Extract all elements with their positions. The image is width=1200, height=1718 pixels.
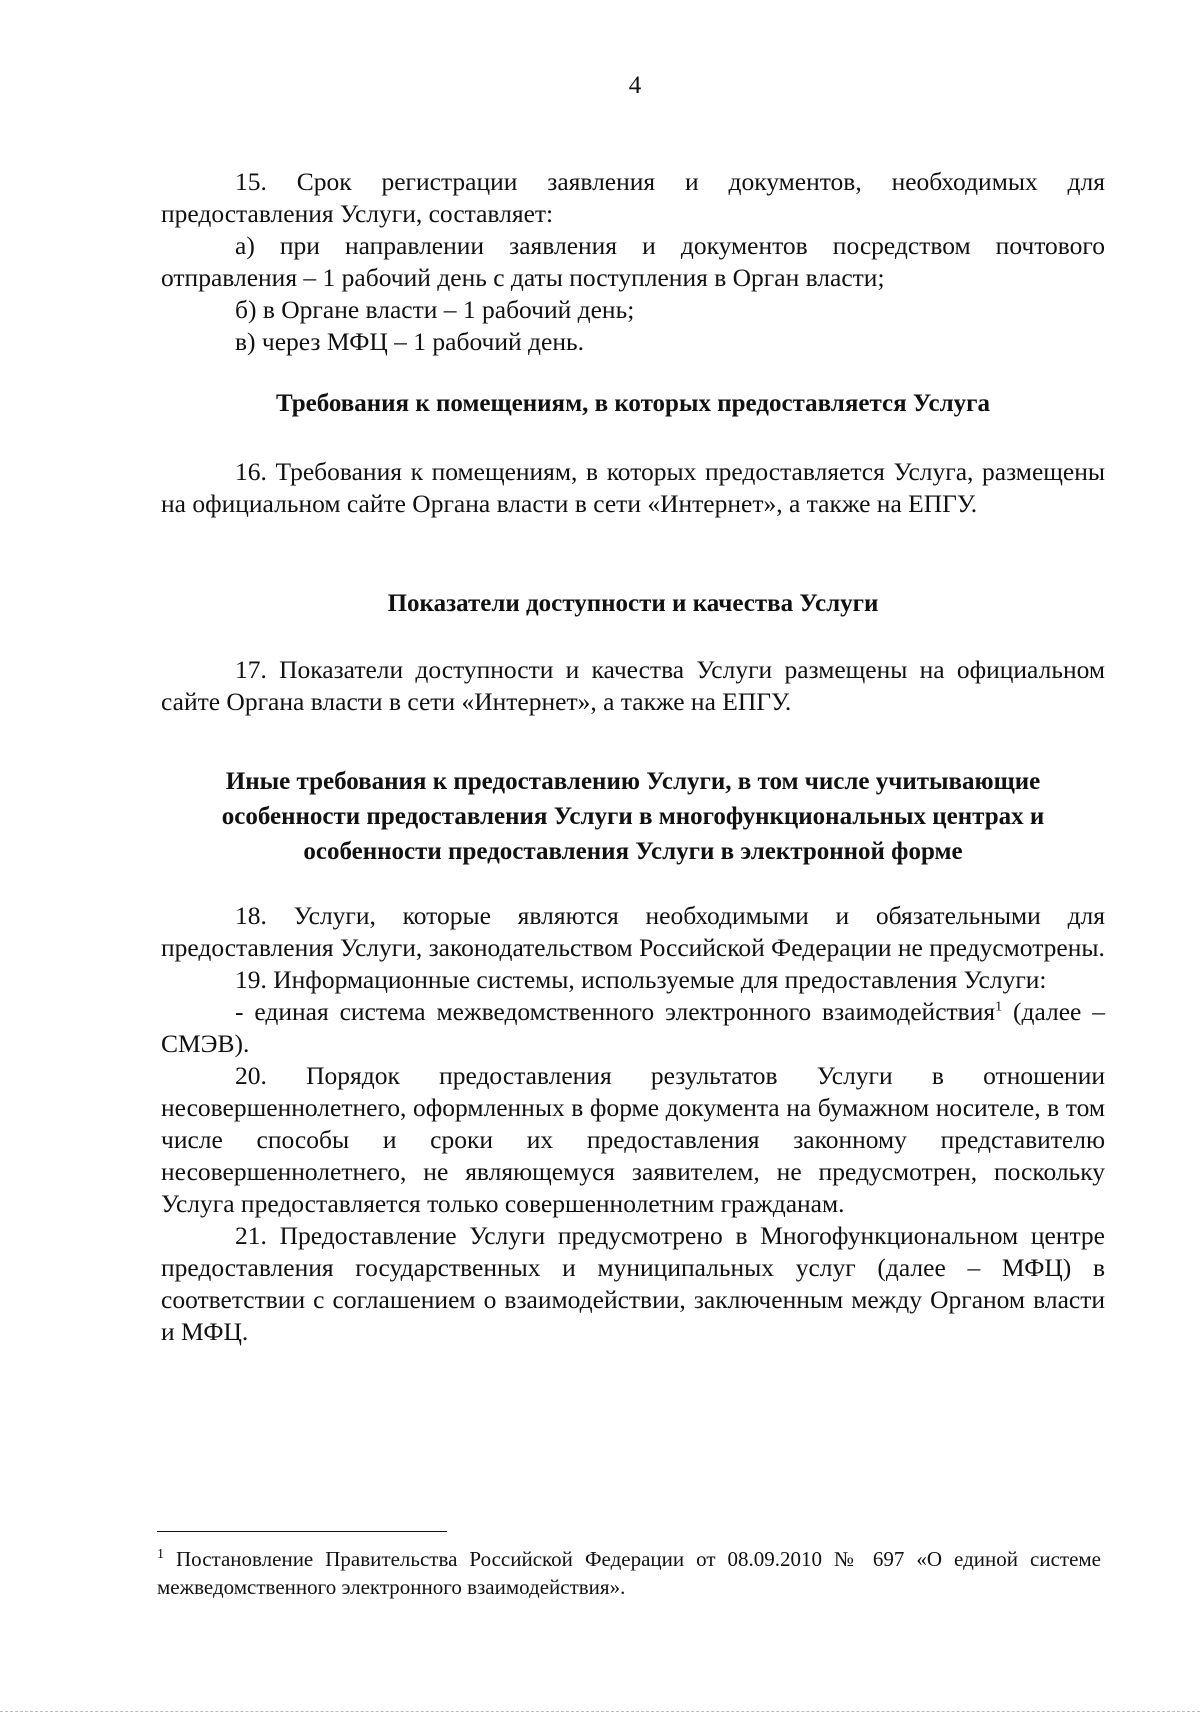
paragraph-19-item-tail: (далее – СМЭВ). (161, 997, 1106, 1058)
page-number: 4 (628, 72, 642, 99)
scan-edge-line (0, 1711, 1200, 1712)
paragraph-15-item-b: б) в Органе власти – 1 рабочий день; (235, 295, 635, 324)
heading-other-requirements: Иные требования к предоставлению Услуги, в том числе учитывающие особенности предоставления Услуги в многофункциональных центрах и особенности предоставления Услуги в электронной форме (221, 768, 1045, 865)
paragraph-19-item (161, 996, 1105, 1060)
paragraph-21: 21. Предоставление Услуги предусмотрено в Многофункциональном центре предоставления государственных и муниципальных услуг (далее – МФЦ) в соответствии с соглашением о взаимодействии, заключенным между Органом власти и МФЦ. (161, 1221, 1105, 1346)
paragraph-18: 18. Услуги, которые являются необходимыми и обязательными для предоставления Услуги, законодательством Российской Федерации не предусмотрены. (161, 901, 1105, 962)
paragraph-20: 20. Порядок предоставления результатов Услуги в отношении несовершеннолетнего, оформленных в форме документа на бумажном носителе, в том числе способы и сроки их предоставления законному представителю несовершеннолетнего, не являющемуся заявителем, не предусмотрен, поскольку Услуга предоставляется только совершеннолетним гражданам. (161, 1061, 1105, 1218)
paragraph-16: 16. Требования к помещениям, в которых предоставляется Услуга, размещены на официальном сайте Органа власти в сети «Интернет», а также на ЕПГУ. (161, 457, 1105, 518)
footnote (157, 1545, 1101, 1601)
paragraph-19-item-text: - единая система межведомственного электронного взаимодействия (235, 997, 996, 1026)
paragraph-15-item-c: в) через МФЦ – 1 рабочий день. (235, 327, 584, 356)
footnote-reference[interactable]: 1 (995, 999, 1003, 1015)
document-body (161, 166, 1105, 1348)
paragraph-19: 19. Информационные системы, используемые для предоставления Услуги: (235, 965, 1047, 994)
paragraph-17: 17. Показатели доступности и качества Услуги размещены на официальном сайте Органа власти в сети «Интернет», а также на ЕПГУ. (161, 655, 1105, 716)
footnote-text: Постановление Правительства Российской Федерации от 08.09.2010 № 697 «О единой системе межведомственного электронного взаимодействия». (157, 1547, 1102, 1599)
heading-indicators: Показатели доступности и качества Услуги (387, 590, 879, 617)
paragraph-15-item-a: а) при направлении заявления и документов посредством почтового отправления – 1 рабочий день с даты поступления в Орган власти; (161, 231, 1105, 292)
footnote-separator (157, 1531, 447, 1532)
heading-premises: Требования к помещениям, в которых предоставляется Услуга (275, 390, 991, 417)
footnote-mark: 1 (157, 1547, 164, 1562)
paragraph-15: 15. Срок регистрации заявления и документов, необходимых для предоставления Услуги, составляет: (161, 167, 1105, 228)
